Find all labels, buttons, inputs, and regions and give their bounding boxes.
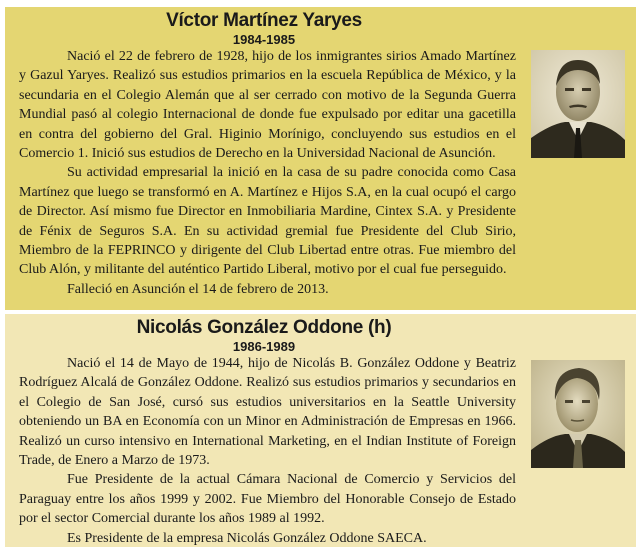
paragraph: Fue Presidente de la actual Cámara Nacional de Comercio y Servicios del Paraguay entre los años 1999 y 2002. Fue Miembro del Honorable Consejo de Estado por el sector Comercial durante los años 1989 al 1992. bbox=[19, 472, 516, 527]
biography-text bbox=[19, 354, 516, 548]
portrait-image bbox=[531, 50, 625, 158]
term-years: 1986-1989 bbox=[232, 339, 296, 354]
paragraph: Su actividad empresarial la inició en la casa de su padre conocida como Casa Martínez que luego se transformó en A. Martínez e Hijos S.A, en la cual ocupó el cargo de Director. Así mismo fue Director en Inmobiliaria Mardine, Cintex S.A. y Presidente de Fénix de Seguros S.A. En su actividad gremial fue Presidente del Club Sirio, Miembro de la FEPRINCO y dirigente del Club Libertad entre otras. Fue miembro del Club Alón, y militante del auténtico Partido Liberal, motivo por el cual fue perseguido. bbox=[19, 165, 516, 278]
person-name: Nicolás González Oddone (h) bbox=[136, 317, 392, 338]
portrait-image bbox=[531, 360, 625, 468]
term-years: 1984-1985 bbox=[232, 32, 296, 47]
paragraph: Es Presidente de la empresa Nicolás González Oddone SAECA. bbox=[67, 530, 427, 546]
person-name: Víctor Martínez Yaryes bbox=[166, 10, 362, 31]
portrait-photo bbox=[531, 50, 625, 158]
biography-entry-2 bbox=[5, 314, 636, 547]
biography-entry-1 bbox=[5, 7, 636, 310]
biography-text bbox=[19, 47, 516, 299]
paragraph: Falleció en Asunción el 14 de febrero de 2013. bbox=[67, 281, 329, 297]
portrait-photo bbox=[531, 360, 625, 468]
paragraph: Nació el 22 de febrero de 1928, hijo de los inmigrantes sirios Amado Martínez y Gazul Yaryes. Realizó sus estudios primarios en la escuela República de México, y la secundaria en el Colegio Alemán que al ser cerrado con motivo de la Segunda Guerra Mundial pasó al colegio Internacional de donde fue expulsado por editar una gacetilla en contra del gobierno del Gral. Higinio Morínigo, concluyendo sus estudios en el Comercio 1. Inició sus estudios de Derecho en la Universidad Nacional de Asunción. bbox=[19, 49, 516, 162]
paragraph: Nació el 14 de Mayo de 1944, hijo de Nicolás B. González Oddone y Beatriz Rodríguez Alcalá de González Oddone. Realizó sus estudios primarios y secundarios en el Colegio de San José, cursó sus estudios universitarios en la Seattle University obteniendo un BA en Economía con un Minor en Administración de Empresas en 1966. Realizó un curso intensivo en International Marketing, en el Indian Institute of Foreign Trade, de Enero a Marzo de 1973. bbox=[19, 356, 516, 469]
